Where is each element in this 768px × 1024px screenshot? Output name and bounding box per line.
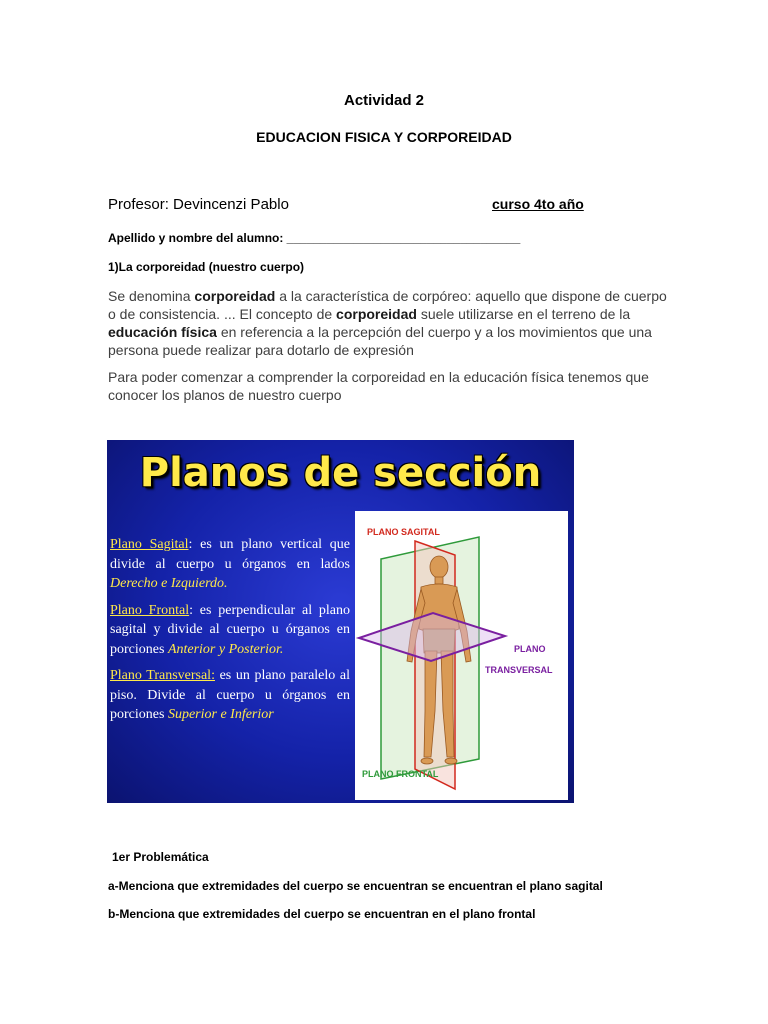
plano-sagital-label: PLANO SAGITAL: [367, 527, 440, 537]
slide-text-block: [110, 535, 350, 732]
body-planes-slide-image: [107, 440, 574, 803]
question-b: b-Menciona que extremidades del cuerpo se encuentran en el plano frontal: [108, 907, 536, 921]
question-a: a-Menciona que extremidades del cuerpo se encuentran se encuentran el plano sagital: [108, 879, 603, 893]
student-name-line: Apellido y nombre del alumno: ___________________________________: [108, 231, 521, 245]
plano-frontal-label: PLANO FRONTAL: [362, 769, 439, 779]
section-1-heading: 1)La corporeidad (nuestro cuerpo): [108, 260, 305, 274]
transversal-label: TRANSVERSAL: [485, 665, 553, 675]
body-planes-figure: [355, 511, 568, 800]
teacher-name: Profesor: Devincenzi Pablo: [108, 196, 289, 213]
frontal-description: Plano Frontal: es perpendicular al plano sagital y divide al cuerpo u órganos en porciones Anterior y Posterior.: [110, 602, 350, 657]
transversal-description: Plano Transversal: es un plano paralelo al piso. Divide al cuerpo u órganos en porciones Superior e Inferior: [110, 668, 351, 722]
bold-term: educación física: [108, 324, 217, 340]
bold-term: corporeidad: [194, 288, 276, 304]
problem-heading: 1er Problemática: [112, 850, 209, 864]
activity-title: Actividad 2: [343, 92, 425, 109]
sagital-description: Plano Sagital: es un plano vertical que divide al cuerpo u órganos en lados Derecho e Izquierdo.: [110, 537, 351, 591]
intro-planes-paragraph: Para poder comenzar a comprender la corporeidad en la educación física tenemos que conocer los planos de nuestro cuerpo: [108, 369, 649, 403]
subject-title: EDUCACION FISICA Y CORPOREIDAD: [256, 129, 512, 145]
plano-label: PLANO: [514, 644, 546, 654]
bold-term: corporeidad: [336, 306, 417, 322]
human-body-planes-illustration: [355, 511, 568, 800]
corporeidad-definition-paragraph: Se denomina corporeidad a la característica de corpóreo: aquello que dispone de cuerpo o de consistencia. ... El concepto de corporeidad suele utilizarse en el terreno de la educación física en referencia a la percepción del cuerpo y a los movimientos que una persona puede realizar para dotarlo de expresión: [108, 288, 667, 358]
slide-title: Planos de sección: [139, 450, 542, 496]
course-label: curso 4to año: [492, 196, 584, 212]
